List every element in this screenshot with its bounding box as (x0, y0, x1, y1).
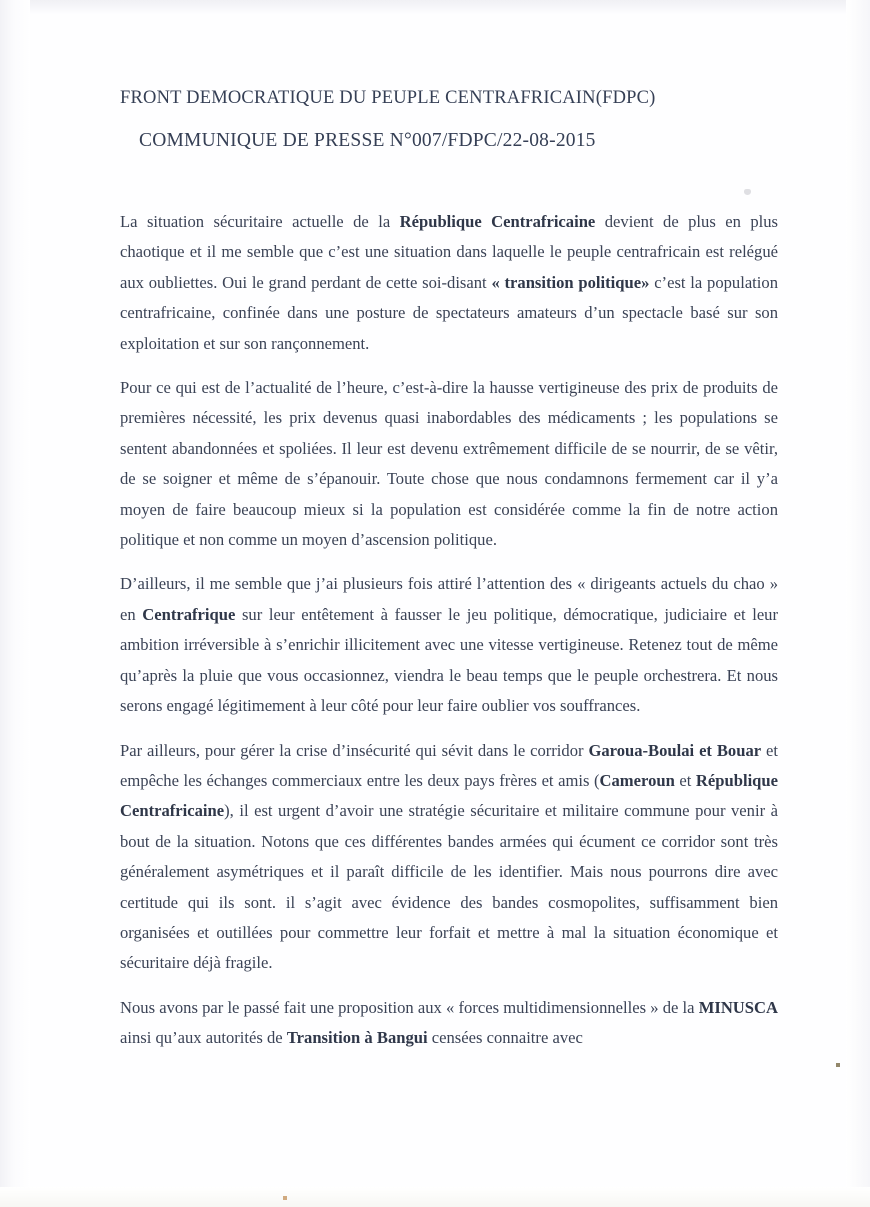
paragraph-5 (120, 993, 778, 1054)
emphasized-text: Garoua-Boulai et Bouar (588, 740, 762, 760)
scan-speck-artifact (836, 1063, 840, 1067)
paragraph-3 (120, 569, 778, 721)
organization-title: FRONT DEMOCRATIQUE DU PEUPLE CENTRAFRICAIN(FDPC) (120, 88, 656, 108)
emphasized-text: Centrafrique (142, 604, 236, 624)
document-body (120, 207, 778, 1054)
emphasized-text: République Centrafricaine (399, 212, 596, 231)
body-run: sur leur entêtement à fausser le jeu politique, démocratique, judiciaire et leur ambition irréversible à s’enrichir illicitement avec une vitesse vertigineuse. Retenez tout de même qu’après la pluie que vous occasionnez, viendra le beau temps que le peuple orchestrera. Et nous serons engagé légitimement à leur côté pour leur faire oublier vos souffrances. (120, 604, 779, 716)
scan-edge-bottom (0, 1187, 870, 1207)
scan-speck-artifact (744, 189, 751, 195)
body-run: D’ailleurs, il me semble que j’ai plusieurs fois attiré l’attention des « dirigeants actuels du chao » en (120, 574, 778, 624)
body-run: c’est la population centrafricaine, confinée dans une posture de spectateurs amateurs d’un spectacle basé sur son exploitation et sur son rançonnement. (120, 272, 778, 353)
body-run: La situation sécuritaire actuelle de la (120, 212, 400, 231)
body-run: Nous avons par le passé fait une proposition aux « forces multidimensionnelles » de la (120, 997, 699, 1017)
scan-edge-right (846, 0, 870, 1207)
paragraph-4 (120, 736, 778, 979)
emphasized-text: MINUSCA (698, 997, 778, 1017)
scan-edge-left (0, 0, 30, 1207)
scan-edge-top (0, 0, 870, 14)
emphasized-text: Cameroun (599, 770, 675, 790)
emphasized-text: Transition à Bangui (286, 1028, 428, 1048)
body-run: Pour ce qui est de l’actualité de l’heure, c’est-à-dire la hausse vertigineuse des prix de produits de premières nécessité, les prix devenus quasi inabordables des médicaments ; les populations se sentent abandonnées et spoliées. Il leur est devenu extrêmement difficile de se nourrir, de se vêtir, de se soigner et même de s’épanouir. Toute chose que nous condamnons fermement car il y’a moyen de faire beaucoup mieux si la population est considérée comme la fin de notre action politique et non comme un moyen d’ascension politique. (120, 378, 778, 550)
body-run: ), il est urgent d’avoir une stratégie sécuritaire et militaire commune pour venir à bout de la situation. Notons que ces différentes bandes armées qui écument ce corridor sont très généralement asymétriques et il paraît difficile de les identifier. Mais nous pourrons dire avec certitude qui ils sont. il s’agit avec évidence des bandes cosmopolites, suffisamment bien organisées et outillées pour commettre leur forfait et mettre à mal la situation économique et sécuritaire déjà fragile. (120, 801, 778, 973)
paragraph-1 (120, 207, 778, 359)
emphasized-text: « transition politique» (491, 272, 650, 292)
body-run: Par ailleurs, pour gérer la crise d’insécurité qui sévit dans le corridor (120, 740, 589, 760)
body-run: ainsi qu’aux autorités de (120, 1028, 287, 1048)
paragraph-2 (120, 373, 778, 555)
body-run: censées connaitre avec (427, 1028, 583, 1048)
emphasized-text: République Centrafricaine (120, 770, 778, 821)
body-run: devient de plus en plus chaotique et il me semble que c’est une situation dans laquelle le peuple centrafricain est relégué aux oubliettes. Oui le grand perdant de cette soi-disant (120, 212, 778, 292)
body-run: et empêche les échanges commerciaux entre les deux pays frères et amis ( (120, 740, 779, 790)
body-run: et (674, 770, 696, 790)
scan-speck-artifact (283, 1196, 287, 1200)
press-release-title: COMMUNIQUE DE PRESSE N°007/FDPC/22-08-2015 (139, 130, 596, 151)
